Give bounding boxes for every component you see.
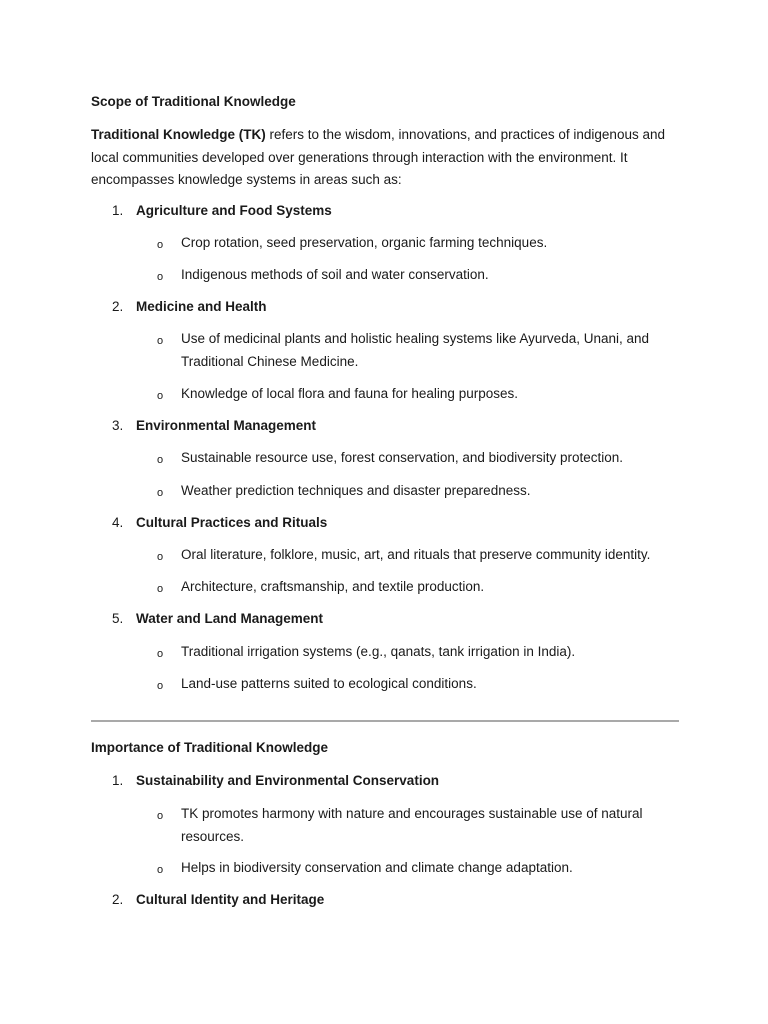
bullet-icon: o [157, 583, 164, 595]
list-number: 5. [112, 611, 124, 626]
list-item-title: Agriculture and Food Systems [136, 203, 332, 218]
bullet-text: Sustainable resource use, forest conservation, and biodiversity protection. [181, 450, 623, 465]
bullet-text: Land-use patterns suited to ecological conditions. [181, 676, 477, 691]
bullet-text: Architecture, craftsmanship, and textile production. [181, 579, 485, 594]
list-item-title: Sustainability and Environmental Conservation [136, 773, 440, 788]
list-item-title: Water and Land Management [136, 611, 324, 626]
intro-line-3: encompasses knowledge systems in areas such as: [91, 172, 402, 187]
scope-heading: Scope of Traditional Knowledge [91, 94, 296, 109]
bullet-text: Use of medicinal plants and holistic healing systems like Ayurveda, Unani, and Traditional Chinese Medicine. [181, 331, 650, 369]
list-number: 1. [112, 203, 124, 218]
bullet-icon: o [157, 810, 164, 822]
intro-line-1: refers to the wisdom, innovations, and practices of indigenous and [265, 127, 665, 142]
list-item-title: Cultural Identity and Heritage [136, 892, 325, 907]
list-number: 2. [112, 892, 124, 907]
list-number: 3. [112, 418, 124, 433]
list-number: 1. [112, 773, 124, 788]
bullet-text: TK promotes harmony with nature and encourages sustainable use of natural resources. [181, 806, 643, 844]
list-item-title: Medicine and Health [136, 299, 267, 314]
bullet-text: Weather prediction techniques and disaster preparedness. [181, 483, 531, 498]
bullet-text: Knowledge of local flora and fauna for healing purposes. [181, 386, 518, 401]
bullet-text: Oral literature, folklore, music, art, and rituals that preserve community identity. [181, 547, 651, 562]
bullet-icon: o [157, 648, 164, 660]
bullet-icon: o [157, 271, 164, 283]
bullet-text: Indigenous methods of soil and water conservation. [181, 267, 489, 282]
bullet-icon: o [157, 864, 164, 876]
bullet-text: Traditional irrigation systems (e.g., qanats, tank irrigation in India). [181, 644, 576, 659]
scope-intro-paragraph [91, 124, 681, 192]
list-number: 4. [112, 515, 124, 530]
bullet-icon: o [157, 390, 164, 402]
bullet-text: Helps in biodiversity conservation and climate change adaptation. [181, 860, 573, 875]
bullet-icon: o [157, 487, 164, 499]
bullet-icon: o [157, 239, 164, 251]
bullet-text: Crop rotation, seed preservation, organic farming techniques. [181, 235, 548, 250]
horizontal-divider [91, 720, 679, 722]
intro-bold-term: Traditional Knowledge (TK) [91, 127, 266, 142]
list-item-title: Cultural Practices and Rituals [136, 515, 328, 530]
intro-line-2: local communities developed over generations through interaction with the environment. It [91, 149, 628, 165]
bullet-icon: o [157, 454, 164, 466]
importance-heading: Importance of Traditional Knowledge [91, 740, 329, 755]
bullet-icon: o [157, 680, 164, 692]
bullet-icon: o [157, 335, 164, 347]
bullet-icon: o [157, 551, 164, 563]
list-item-title: Environmental Management [136, 418, 317, 433]
list-number: 2. [112, 299, 124, 314]
